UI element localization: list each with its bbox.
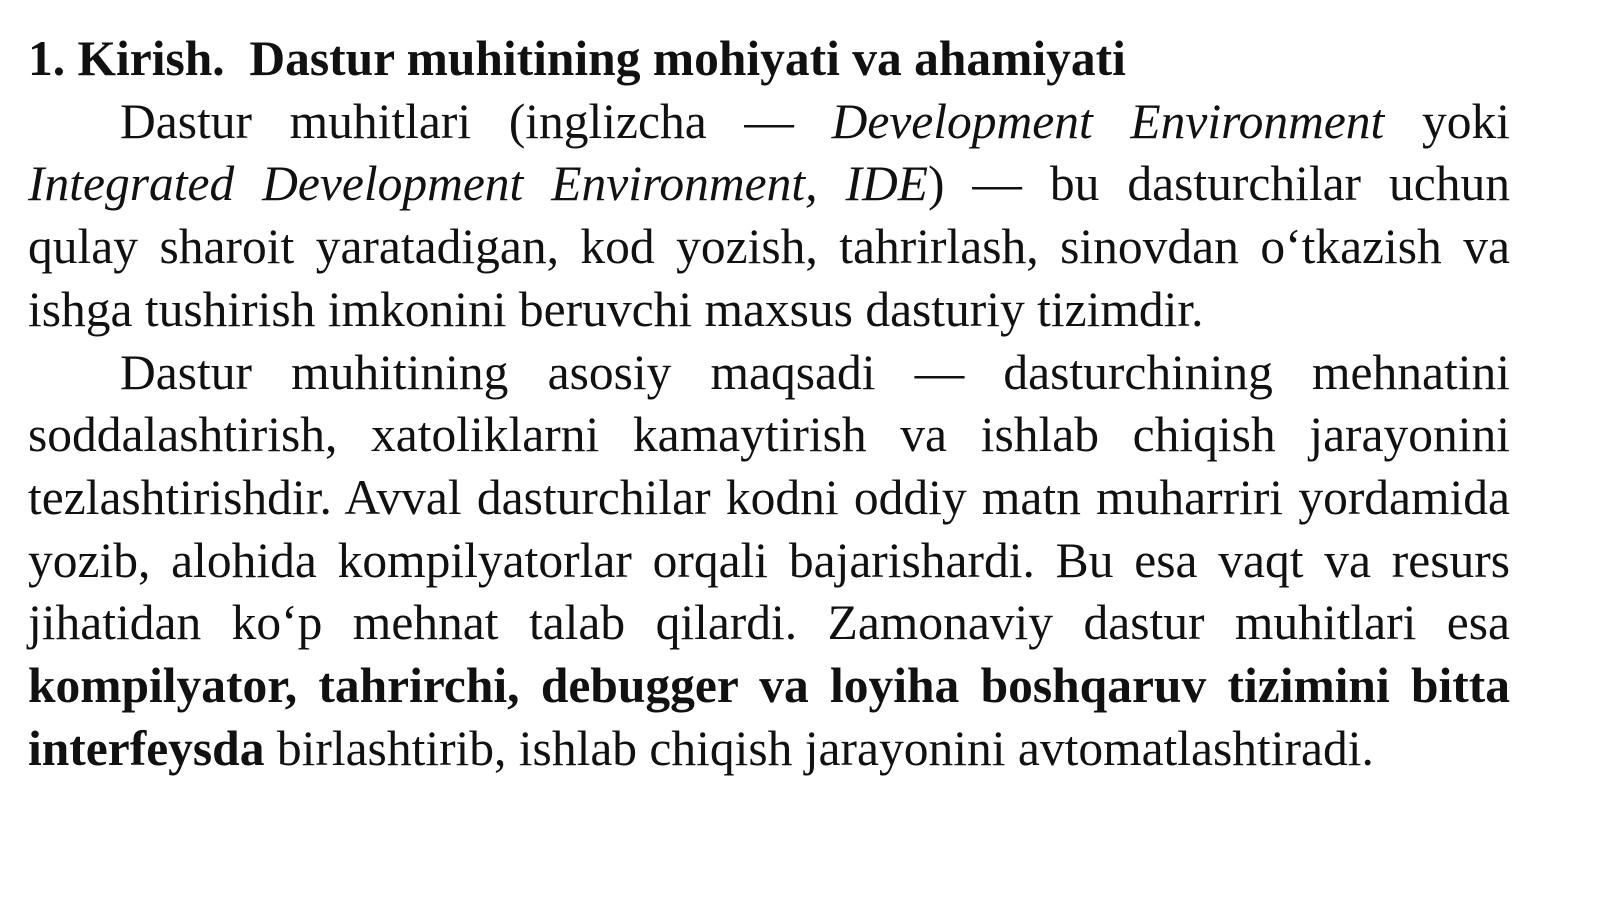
document-page xyxy=(28,28,1510,780)
section-heading: 1. Kirish. Dastur muhitining mohiyati va ahamiyati xyxy=(28,31,1126,86)
paragraph-definition xyxy=(28,91,1510,342)
paragraph-text: ) — bu dasturchilar uchun qulay sharoit yaratadigan, kod yozish, tahrirlash, sinovdan o‘tkazish va ishga tushirish imkonini beruvchi maxsus dasturiy tizimdir. xyxy=(28,156,1510,337)
bold-phrase: kompilyator, tahrirchi, debugger va loyiha boshqaruv tizimini bitta interfeysda xyxy=(28,658,1510,776)
italic-term: Development Environment xyxy=(831,93,1385,149)
paragraph-text: yoki xyxy=(1384,93,1510,149)
paragraph-text: birlashtirib, ishlab chiqish jarayonini avtomatlashtiradi. xyxy=(264,720,1374,776)
italic-term: Integrated Development Environment, IDE xyxy=(28,156,928,212)
paragraph-purpose xyxy=(28,342,1510,781)
paragraph-text: Dastur muhitlari (inglizcha — xyxy=(120,93,832,149)
paragraph-text: Dastur muhitining asosiy maqsadi — dasturchining mehnatini soddalashtirish, xatoliklarni kamaytirish va ishlab chiqish jarayonini tezlashtirishdir. Avval dasturchilar kodni oddiy matn muharriri yordamida yozib, alohida kompilyatorlar orqali bajarishardi. Bu esa vaqt va resurs jihatidan ko‘p mehnat talab qilardi. Zamonaviy dastur muhitlari esa xyxy=(28,344,1510,651)
